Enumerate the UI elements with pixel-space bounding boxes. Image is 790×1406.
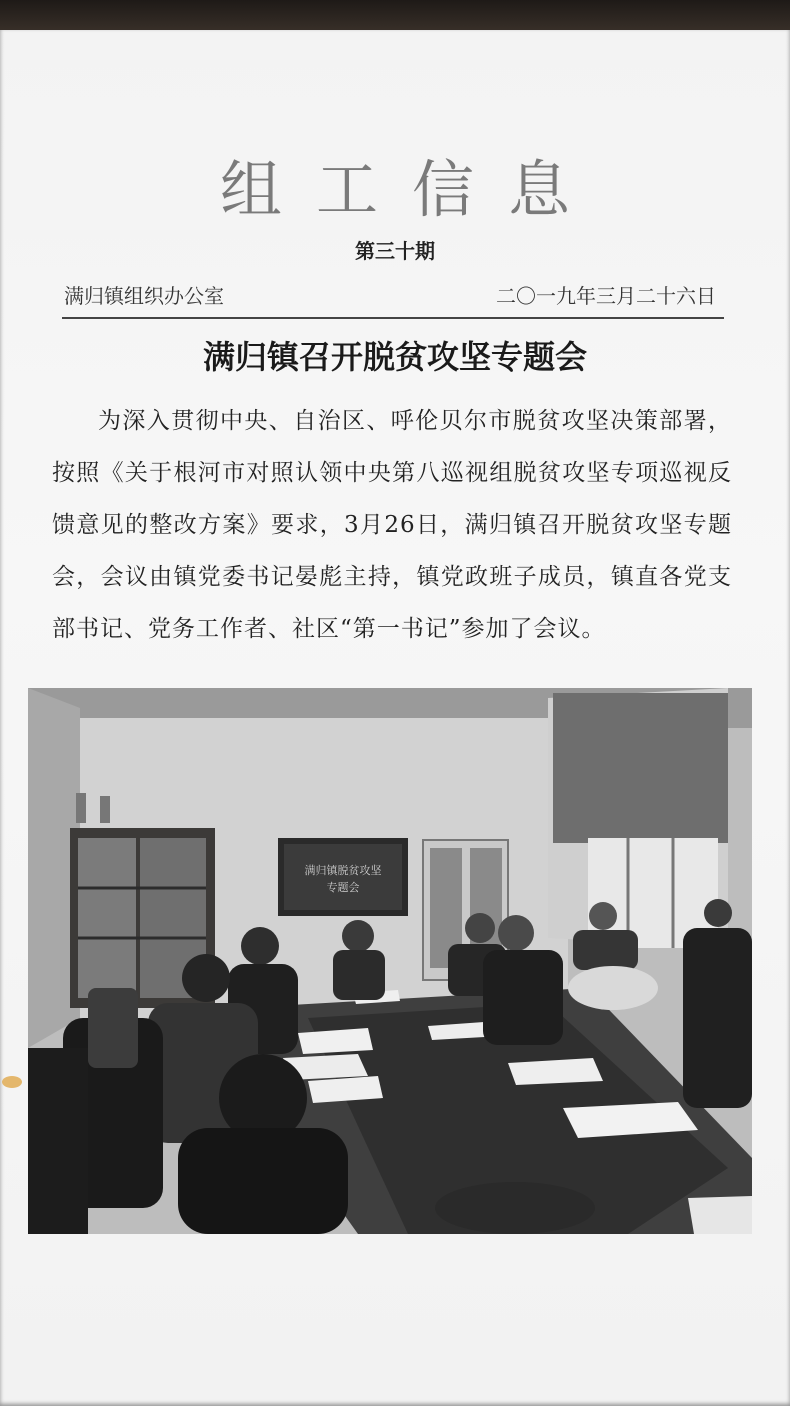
issuing-organization: 满归镇组织办公室 [64,284,224,308]
background-surface [0,0,790,34]
article-headline: 满归镇召开脱贫攻坚专题会 [202,338,587,376]
screen-text-line2: 专题会 [326,881,360,894]
issue-number: 第三十期 [355,239,435,263]
header-divider [62,317,724,319]
paper-stain [2,1076,22,1088]
article-body: 为深入贯彻中央、自治区、呼伦贝尔市脱贫攻坚决策部署，按照《关于根河市对照认领中央第八巡视组脱贫攻坚专项巡视反馈意见的整改方案》要求，3月26日，满归镇召开脱贫攻坚专题会，会议由镇党委书记晏彪主持，镇党政班子成员，镇直各党支部书记、党务工作者、社区“第一书记”参加了会议。 [52,408,732,642]
masthead-title: 组工信息 [219,153,604,226]
meeting-photo [28,688,752,1234]
screen-text-line1: 满归镇脱贫攻坚 [304,864,382,877]
issue-date: 二〇一九年三月二十六日 [496,284,716,308]
